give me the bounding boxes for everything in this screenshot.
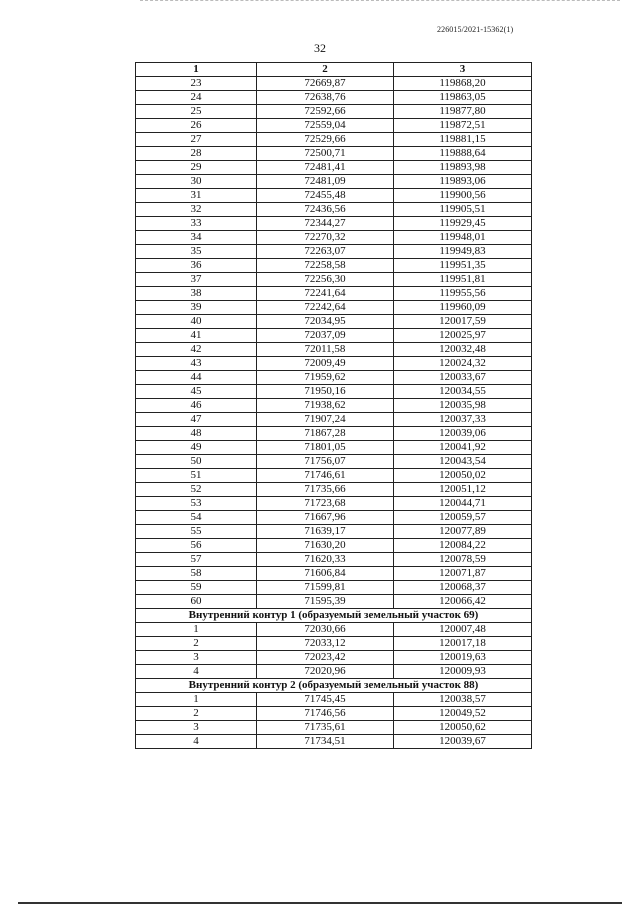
x-coordinate-cell: 72344,27 bbox=[257, 217, 394, 231]
table-row bbox=[136, 707, 532, 721]
point-number-cell: 40 bbox=[136, 315, 257, 329]
point-number-cell: 28 bbox=[136, 147, 257, 161]
y-coordinate-cell: 119948,01 bbox=[394, 231, 532, 245]
y-coordinate-cell: 119929,45 bbox=[394, 217, 532, 231]
column-header-1: 1 bbox=[136, 63, 257, 77]
column-header-3: 3 bbox=[394, 63, 532, 77]
point-number-cell: 59 bbox=[136, 581, 257, 595]
x-coordinate-cell: 72500,71 bbox=[257, 147, 394, 161]
y-coordinate-cell: 119888,64 bbox=[394, 147, 532, 161]
point-number-cell: 3 bbox=[136, 721, 257, 735]
table-row bbox=[136, 497, 532, 511]
table-row bbox=[136, 203, 532, 217]
table-row bbox=[136, 91, 532, 105]
point-number-cell: 51 bbox=[136, 469, 257, 483]
x-coordinate-cell: 71620,33 bbox=[257, 553, 394, 567]
table-row bbox=[136, 105, 532, 119]
table-row bbox=[136, 455, 532, 469]
point-number-cell: 34 bbox=[136, 231, 257, 245]
y-coordinate-cell: 120032,48 bbox=[394, 343, 532, 357]
point-number-cell: 48 bbox=[136, 427, 257, 441]
point-number-cell: 33 bbox=[136, 217, 257, 231]
point-number-cell: 1 bbox=[136, 623, 257, 637]
point-number-cell: 55 bbox=[136, 525, 257, 539]
point-number-cell: 57 bbox=[136, 553, 257, 567]
point-number-cell: 24 bbox=[136, 91, 257, 105]
point-number-cell: 47 bbox=[136, 413, 257, 427]
table-row bbox=[136, 413, 532, 427]
y-coordinate-cell: 120077,89 bbox=[394, 525, 532, 539]
page-number: 32 bbox=[314, 41, 326, 55]
y-coordinate-cell: 120050,62 bbox=[394, 721, 532, 735]
table-row bbox=[136, 567, 532, 581]
x-coordinate-cell: 71734,51 bbox=[257, 735, 394, 749]
table-row bbox=[136, 595, 532, 609]
y-coordinate-cell: 120037,33 bbox=[394, 413, 532, 427]
table-row bbox=[136, 231, 532, 245]
table-row bbox=[136, 371, 532, 385]
table-row bbox=[136, 525, 532, 539]
y-coordinate-cell: 119951,81 bbox=[394, 273, 532, 287]
y-coordinate-cell: 120043,54 bbox=[394, 455, 532, 469]
table-row bbox=[136, 315, 532, 329]
table-row bbox=[136, 427, 532, 441]
table-row bbox=[136, 259, 532, 273]
y-coordinate-cell: 120038,57 bbox=[394, 693, 532, 707]
x-coordinate-cell: 72241,64 bbox=[257, 287, 394, 301]
point-number-cell: 36 bbox=[136, 259, 257, 273]
y-coordinate-cell: 120033,67 bbox=[394, 371, 532, 385]
x-coordinate-cell: 71746,56 bbox=[257, 707, 394, 721]
x-coordinate-cell: 71950,16 bbox=[257, 385, 394, 399]
x-coordinate-cell: 72270,32 bbox=[257, 231, 394, 245]
bottom-rule bbox=[18, 902, 622, 904]
x-coordinate-cell: 72638,76 bbox=[257, 91, 394, 105]
x-coordinate-cell: 72263,07 bbox=[257, 245, 394, 259]
x-coordinate-cell: 72559,04 bbox=[257, 119, 394, 133]
x-coordinate-cell: 71801,05 bbox=[257, 441, 394, 455]
coordinates-table bbox=[135, 62, 532, 749]
x-coordinate-cell: 72009,49 bbox=[257, 357, 394, 371]
point-number-cell: 3 bbox=[136, 651, 257, 665]
y-coordinate-cell: 120049,52 bbox=[394, 707, 532, 721]
x-coordinate-cell: 71599,81 bbox=[257, 581, 394, 595]
y-coordinate-cell: 120007,48 bbox=[394, 623, 532, 637]
table-row bbox=[136, 721, 532, 735]
table-row bbox=[136, 343, 532, 357]
top-scan-marks bbox=[140, 0, 620, 4]
table-row bbox=[136, 147, 532, 161]
y-coordinate-cell: 119868,20 bbox=[394, 77, 532, 91]
table-row bbox=[136, 441, 532, 455]
table-row bbox=[136, 483, 532, 497]
x-coordinate-cell: 72020,96 bbox=[257, 665, 394, 679]
y-coordinate-cell: 120025,97 bbox=[394, 329, 532, 343]
x-coordinate-cell: 72481,41 bbox=[257, 161, 394, 175]
y-coordinate-cell: 120017,18 bbox=[394, 637, 532, 651]
point-number-cell: 49 bbox=[136, 441, 257, 455]
point-number-cell: 56 bbox=[136, 539, 257, 553]
x-coordinate-cell: 72669,87 bbox=[257, 77, 394, 91]
y-coordinate-cell: 120051,12 bbox=[394, 483, 532, 497]
y-coordinate-cell: 120035,98 bbox=[394, 399, 532, 413]
y-coordinate-cell: 119893,06 bbox=[394, 175, 532, 189]
point-number-cell: 32 bbox=[136, 203, 257, 217]
point-number-cell: 4 bbox=[136, 665, 257, 679]
x-coordinate-cell: 71667,96 bbox=[257, 511, 394, 525]
point-number-cell: 58 bbox=[136, 567, 257, 581]
y-coordinate-cell: 120050,02 bbox=[394, 469, 532, 483]
point-number-cell: 54 bbox=[136, 511, 257, 525]
table-row bbox=[136, 623, 532, 637]
point-number-cell: 2 bbox=[136, 707, 257, 721]
table-row bbox=[136, 119, 532, 133]
y-coordinate-cell: 119955,56 bbox=[394, 287, 532, 301]
x-coordinate-cell: 72436,56 bbox=[257, 203, 394, 217]
table-row bbox=[136, 637, 532, 651]
point-number-cell: 1 bbox=[136, 693, 257, 707]
x-coordinate-cell: 72034,95 bbox=[257, 315, 394, 329]
table-row bbox=[136, 399, 532, 413]
point-number-cell: 23 bbox=[136, 77, 257, 91]
table-row bbox=[136, 357, 532, 371]
x-coordinate-cell: 71907,24 bbox=[257, 413, 394, 427]
x-coordinate-cell: 72529,66 bbox=[257, 133, 394, 147]
y-coordinate-cell: 119893,98 bbox=[394, 161, 532, 175]
table-row bbox=[136, 329, 532, 343]
table-row bbox=[136, 511, 532, 525]
point-number-cell: 37 bbox=[136, 273, 257, 287]
point-number-cell: 53 bbox=[136, 497, 257, 511]
point-number-cell: 27 bbox=[136, 133, 257, 147]
x-coordinate-cell: 71746,61 bbox=[257, 469, 394, 483]
point-number-cell: 46 bbox=[136, 399, 257, 413]
y-coordinate-cell: 120024,32 bbox=[394, 357, 532, 371]
table-row bbox=[136, 301, 532, 315]
x-coordinate-cell: 72011,58 bbox=[257, 343, 394, 357]
point-number-cell: 4 bbox=[136, 735, 257, 749]
y-coordinate-cell: 120017,59 bbox=[394, 315, 532, 329]
x-coordinate-cell: 72455,48 bbox=[257, 189, 394, 203]
x-coordinate-cell: 72023,42 bbox=[257, 651, 394, 665]
table-row bbox=[136, 161, 532, 175]
y-coordinate-cell: 120039,06 bbox=[394, 427, 532, 441]
table-row bbox=[136, 693, 532, 707]
point-number-cell: 35 bbox=[136, 245, 257, 259]
column-header-2: 2 bbox=[257, 63, 394, 77]
point-number-cell: 52 bbox=[136, 483, 257, 497]
table-row bbox=[136, 245, 532, 259]
x-coordinate-cell: 71723,68 bbox=[257, 497, 394, 511]
y-coordinate-cell: 120059,57 bbox=[394, 511, 532, 525]
table-row bbox=[136, 217, 532, 231]
table-row bbox=[136, 273, 532, 287]
point-number-cell: 41 bbox=[136, 329, 257, 343]
x-coordinate-cell: 72258,58 bbox=[257, 259, 394, 273]
y-coordinate-cell: 120071,87 bbox=[394, 567, 532, 581]
table-row bbox=[136, 665, 532, 679]
table-row bbox=[136, 735, 532, 749]
point-number-cell: 60 bbox=[136, 595, 257, 609]
table-row bbox=[136, 581, 532, 595]
point-number-cell: 25 bbox=[136, 105, 257, 119]
point-number-cell: 42 bbox=[136, 343, 257, 357]
table-row bbox=[136, 651, 532, 665]
table-body bbox=[136, 77, 532, 749]
document-code: 226015/2021-15362(1) bbox=[437, 25, 514, 34]
y-coordinate-cell: 120068,37 bbox=[394, 581, 532, 595]
table-row bbox=[136, 189, 532, 203]
x-coordinate-cell: 72481,09 bbox=[257, 175, 394, 189]
table-row bbox=[136, 287, 532, 301]
y-coordinate-cell: 120084,22 bbox=[394, 539, 532, 553]
point-number-cell: 2 bbox=[136, 637, 257, 651]
point-number-cell: 30 bbox=[136, 175, 257, 189]
y-coordinate-cell: 119905,51 bbox=[394, 203, 532, 217]
x-coordinate-cell: 71630,20 bbox=[257, 539, 394, 553]
y-coordinate-cell: 119951,35 bbox=[394, 259, 532, 273]
x-coordinate-cell: 71756,07 bbox=[257, 455, 394, 469]
y-coordinate-cell: 119877,80 bbox=[394, 105, 532, 119]
y-coordinate-cell: 120034,55 bbox=[394, 385, 532, 399]
table-row bbox=[136, 553, 532, 567]
y-coordinate-cell: 119863,05 bbox=[394, 91, 532, 105]
y-coordinate-cell: 119960,09 bbox=[394, 301, 532, 315]
table-row bbox=[136, 385, 532, 399]
y-coordinate-cell: 120019,63 bbox=[394, 651, 532, 665]
y-coordinate-cell: 120066,42 bbox=[394, 595, 532, 609]
point-number-cell: 39 bbox=[136, 301, 257, 315]
section-header-row bbox=[136, 679, 532, 693]
point-number-cell: 43 bbox=[136, 357, 257, 371]
y-coordinate-cell: 119949,83 bbox=[394, 245, 532, 259]
point-number-cell: 38 bbox=[136, 287, 257, 301]
y-coordinate-cell: 120078,59 bbox=[394, 553, 532, 567]
point-number-cell: 44 bbox=[136, 371, 257, 385]
section-header-row bbox=[136, 609, 532, 623]
y-coordinate-cell: 119881,15 bbox=[394, 133, 532, 147]
x-coordinate-cell: 71735,61 bbox=[257, 721, 394, 735]
point-number-cell: 31 bbox=[136, 189, 257, 203]
x-coordinate-cell: 72242,64 bbox=[257, 301, 394, 315]
x-coordinate-cell: 72592,66 bbox=[257, 105, 394, 119]
table-row bbox=[136, 539, 532, 553]
x-coordinate-cell: 72033,12 bbox=[257, 637, 394, 651]
x-coordinate-cell: 71959,62 bbox=[257, 371, 394, 385]
x-coordinate-cell: 72037,09 bbox=[257, 329, 394, 343]
table-row bbox=[136, 175, 532, 189]
table-row bbox=[136, 133, 532, 147]
x-coordinate-cell: 71595,39 bbox=[257, 595, 394, 609]
table-header-row bbox=[136, 63, 532, 77]
x-coordinate-cell: 72256,30 bbox=[257, 273, 394, 287]
y-coordinate-cell: 120041,92 bbox=[394, 441, 532, 455]
x-coordinate-cell: 71938,62 bbox=[257, 399, 394, 413]
table-row bbox=[136, 77, 532, 91]
section-title: Внутренний контур 1 (образуемый земельный участок 69) bbox=[136, 609, 532, 623]
point-number-cell: 26 bbox=[136, 119, 257, 133]
y-coordinate-cell: 119872,51 bbox=[394, 119, 532, 133]
point-number-cell: 50 bbox=[136, 455, 257, 469]
x-coordinate-cell: 71639,17 bbox=[257, 525, 394, 539]
x-coordinate-cell: 71735,66 bbox=[257, 483, 394, 497]
point-number-cell: 45 bbox=[136, 385, 257, 399]
x-coordinate-cell: 72030,66 bbox=[257, 623, 394, 637]
x-coordinate-cell: 71745,45 bbox=[257, 693, 394, 707]
point-number-cell: 29 bbox=[136, 161, 257, 175]
table-row bbox=[136, 469, 532, 483]
y-coordinate-cell: 120009,93 bbox=[394, 665, 532, 679]
y-coordinate-cell: 119900,56 bbox=[394, 189, 532, 203]
y-coordinate-cell: 120044,71 bbox=[394, 497, 532, 511]
x-coordinate-cell: 71867,28 bbox=[257, 427, 394, 441]
section-title: Внутренний контур 2 (образуемый земельный участок 88) bbox=[136, 679, 532, 693]
x-coordinate-cell: 71606,84 bbox=[257, 567, 394, 581]
y-coordinate-cell: 120039,67 bbox=[394, 735, 532, 749]
